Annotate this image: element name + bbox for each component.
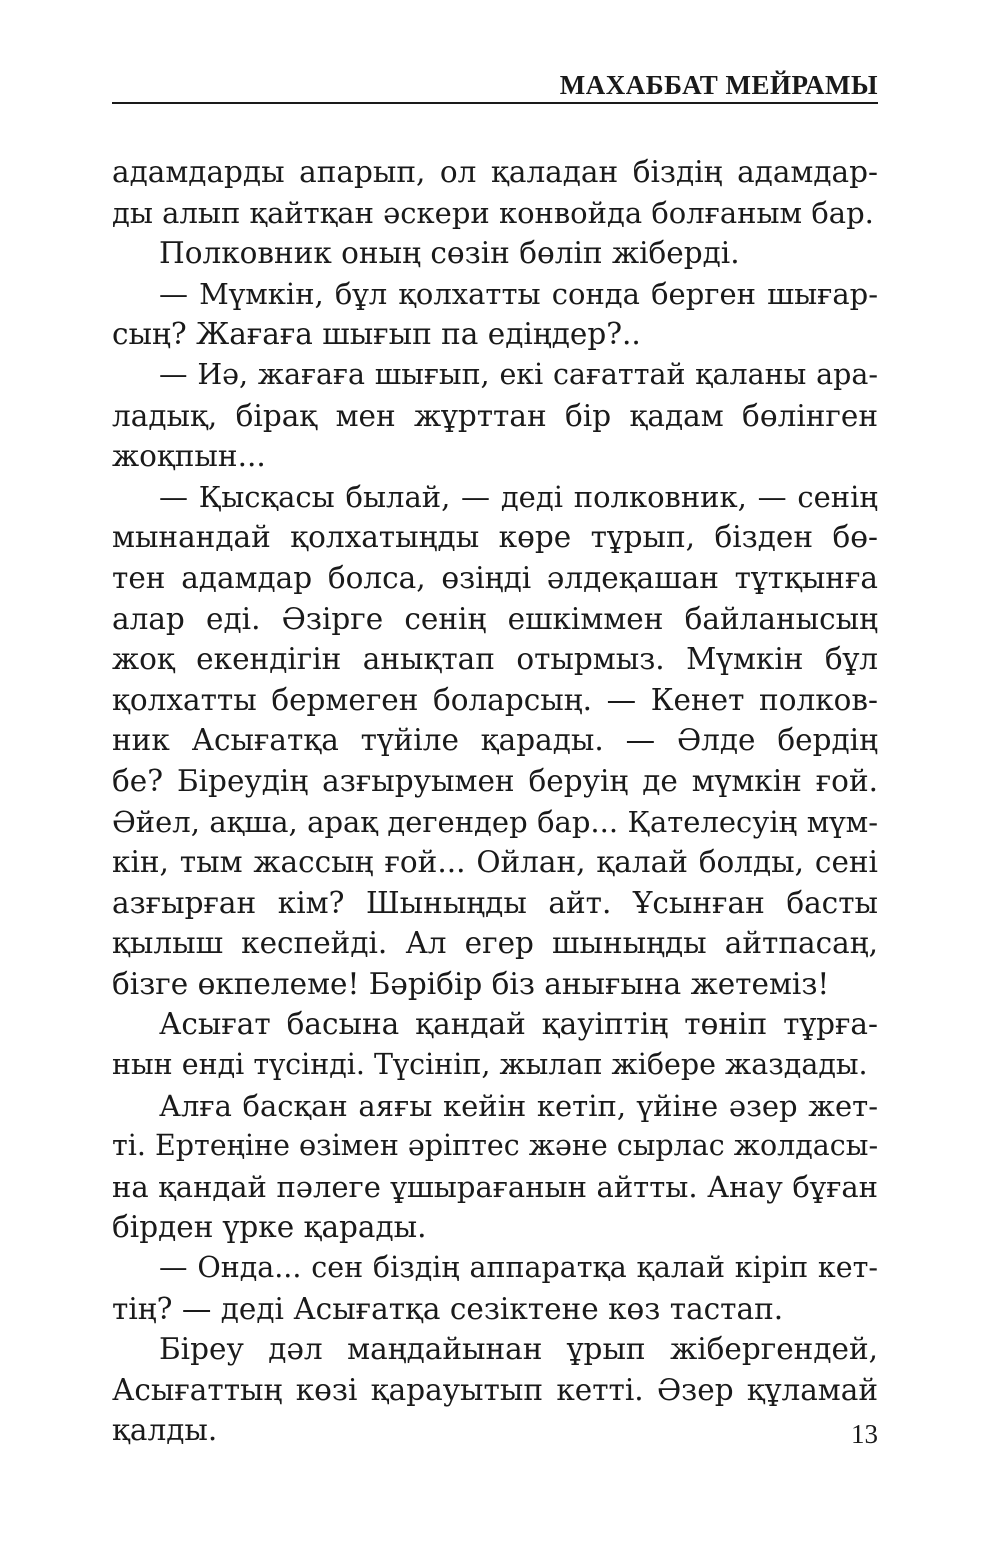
text-line: Асығат басына қандай қауіптің төніп тұрға- [159, 1007, 878, 1042]
running-header: МАХАББАТ МЕЙРАМЫ [559, 70, 878, 100]
text-line: Полковник оның сөзін бөліп жіберді. [159, 236, 740, 271]
text-line: қылыш кеспейді. Ал егер шыныңды айтпасаң, [112, 926, 878, 961]
text-line: тен адамдар болса, өзіңді әлдеқашан тұтқынға [112, 560, 878, 595]
text-line: Біреу дәл маңдайынан ұрып жібергендей, [159, 1332, 878, 1367]
text-line: сың? Жағаға шығып па едіңдер?.. [112, 317, 641, 352]
text-line: Асығаттың көзі қарауытып кетті. Әзер құламай [112, 1372, 878, 1407]
text-line: ті. Ертеңіне өзімен әріптес және сырлас жолдасы- [112, 1129, 878, 1163]
text-line: Әйел, ақша, арақ дегендер бар... Қателесуің мүм- [112, 804, 878, 839]
text-line: мынандай қолхатыңды көре тұрып, бізден бө- [112, 520, 878, 555]
text-line: ды алып қайтқан әскери конвойда болғаным бар. [112, 195, 874, 230]
text-line: — Иә, жағаға шығып, екі сағаттай қаланы ара- [159, 357, 878, 391]
text-line: — Онда... сен біздің аппаратқа қалай кіріп кет- [159, 1251, 878, 1285]
text-line: — Мүмкін, бұл қолхатты сонда берген шығар- [159, 276, 878, 311]
text-line: жоқ екендігін анықтап отырмыз. Мүмкін бұл [112, 642, 878, 677]
text-line: — Қысқасы былай, — деді полковник, — сенің [159, 479, 878, 514]
text-line: Алға басқан аяғы кейін кетіп, үйіне әзер жет- [159, 1088, 878, 1123]
text-line: на қандай пәлеге ұшырағанын айтты. Анау бұған [112, 1169, 878, 1204]
text-line: тің? — деді Асығатқа сезіктене көз тастап. [112, 1291, 784, 1326]
text-line: жоқпын... [112, 439, 266, 474]
text-line: кін, тым жассың ғой... Ойлан, қалай болды, сені [112, 845, 878, 880]
text-line: адамдарды апарып, ол қаладан біздің адамдар- [112, 155, 878, 189]
text-line: бірден үрке қарады. [112, 1210, 427, 1245]
text-line: азғырған кім? Шыныңды айт. Ұсынған басты [112, 885, 878, 920]
text-line: нын енді түсінді. Түсініп, жылап жібере жаздады. [112, 1048, 868, 1082]
text-line: ладық, бірақ мен жұрттан бір қадам бөлінген [112, 398, 878, 433]
text-line: қалды. [112, 1413, 218, 1448]
header-rule [112, 102, 878, 104]
text-line: ник Асығатқа түйіле қарады. — Әлде бердің [112, 723, 878, 758]
text-line: алар еді. Әзірге сенің ешкіммен байланысың [112, 601, 878, 636]
text-line: бе? Біреудің азғыруымен беруің де мүмкін ғой. [112, 763, 878, 798]
body-text [112, 152, 878, 1451]
text-line: қолхатты бермеген боларсың. — Кенет полков- [112, 682, 878, 717]
page-number: 13 [851, 1419, 878, 1449]
text-line: бізге өкпелеме! Бәрібір біз анығына жетеміз! [112, 966, 830, 1001]
